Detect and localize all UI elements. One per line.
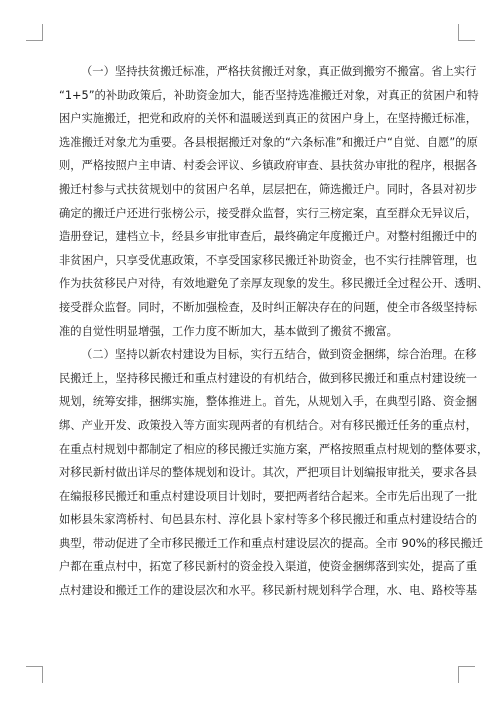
text-line: 搬迁村参与式扶贫规划中的贫困户名单，层层把在，筛选搬迁户。同时，各县对初步 [59, 182, 477, 196]
body-text [59, 60, 489, 603]
text-line: 户都在重点村中，拓宽了移民新村的资金投入渠道，使资金捆绑落到实处，提高了重 [59, 560, 477, 574]
text-line: 非贫困户，只享受优惠政策，不享受国家移民搬迁补助资金，也不实行挂牌管理，也 [59, 253, 477, 267]
text-line: 绑、产业开发、政策投入等方面实现两者的有机结合。对有移民搬迁任务的重点村， [59, 418, 477, 432]
text-line: 则，严格按照户主申请、村委会评议、乡镇政府审查、县扶贫办审批的程序，根据各 [59, 159, 477, 173]
crop-mark-bottom-left [26, 666, 43, 683]
crop-mark-top-left [26, 24, 43, 41]
crop-mark-top-right [458, 24, 475, 41]
text-line: 作为扶贫移民户对待，有效地避免了亲厚友现象的发生。移民搬迁全过程公开、透明、 [59, 277, 489, 291]
text-line: 点村建设和搬迁工作的建设层次和水平。移民新村规划科学合理，水、电、路校等基 [59, 584, 477, 598]
text-line: 确定的搬迁户还进行张榜公示，接受群众监督，实行三榜定案，直至群众无异议后， [59, 206, 477, 220]
text-line: 在重点村规划中都制定了相应的移民搬迁实施方案，严格按照重点村规划的整体要求， [59, 442, 489, 456]
paragraph-1 [59, 60, 489, 343]
text-line: 困户实施搬迁，把党和政府的关怀和温暖送到真正的贫困户身上，在坚持搬迁标准， [59, 112, 477, 126]
text-line: 典型，带动促进了全市移民搬迁工作和重点村建设层次的提高。全市 90%的移民搬迁 [59, 536, 484, 550]
text-line: 对移民新村做出详尽的整体规划和设计。其次，严把项目计划编报审批关，要求各县 [59, 466, 477, 480]
text-line: 规划，统筹安排，捆绑实施，整体推进上。首先，从规划入手，在典型引路、资金捆 [59, 395, 477, 409]
text-line: 造册登记，建档立卡，经县乡审批审查后，最终确定年度搬迁户。对整村组搬迁中的 [59, 230, 477, 244]
text-line: 准的自觉性明显增强，工作力度不断加大，基本做到了搬贫不搬富。 [59, 324, 398, 338]
text-line: 如彬县朱家湾桥村、旬邑县东村、淳化县卜家村等多个移民搬迁和重点村建设结合的 [59, 513, 477, 527]
text-line: （一）坚持扶贫搬迁标准，严格扶贫搬迁对象，真正做到搬穷不搬富。省上实行 [81, 65, 477, 78]
paragraph-2 [59, 343, 489, 603]
text-line: 选准搬迁对象尤为重要。各县根据搬迁对象的“六条标准”和搬迁户“自觉、自愿”的原 [59, 135, 478, 149]
crop-mark-bottom-right [458, 666, 475, 683]
text-line: 接受群众监督。同时，不断加强检查，及时纠正解决存在的问题，使全市各级坚持标 [59, 300, 477, 314]
text-line: 民搬迁上，坚持移民搬迁和重点村建设的有机结合，做到移民搬迁和重点村建设统一 [59, 371, 477, 385]
text-line: （二）坚持以新农村建设为目标，实行五结合，做到资金捆绑，综合治理。在移 [81, 348, 477, 362]
text-line: “1+5”的补助政策后，补助资金加大，能否坚持选准搬迁对象，对真正的贫困户和特 [59, 88, 479, 102]
text-line: 在编报移民搬迁和重点村建设项目计划时，要把两者结合起来。全市先后出现了一批 [59, 489, 477, 503]
